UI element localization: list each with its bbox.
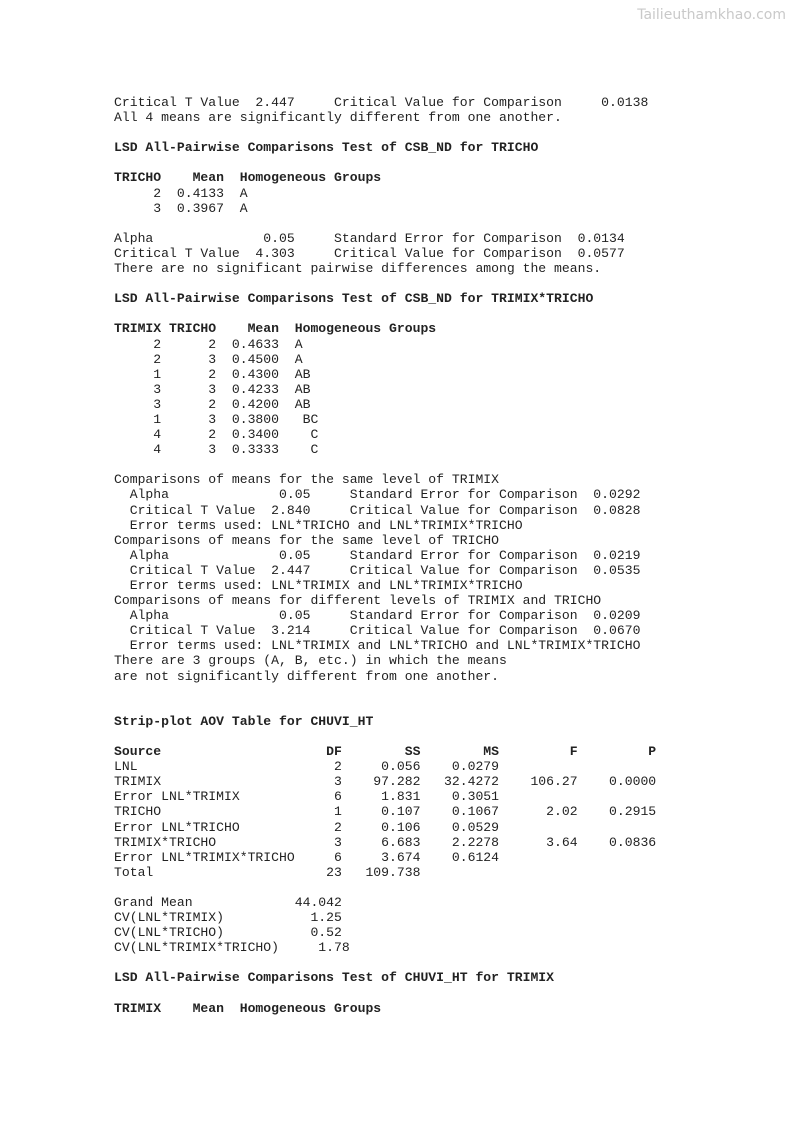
section-heading: LSD All-Pairwise Comparisons Test of CHUVI_HT for TRIMIX <box>114 970 555 986</box>
output-line: are not significantly different from one another. <box>114 668 500 684</box>
output-line: Grand Mean 44.042 <box>114 894 342 910</box>
watermark-text: Tailieuthamkhao.com <box>637 7 786 23</box>
output-line: Alpha 0.05 Standard Error for Comparison 0.0134 <box>114 230 625 246</box>
table-row: TRIMIX 3 97.282 32.4272 106.27 0.0000 <box>114 774 657 790</box>
output-line: Critical T Value 2.447 Critical Value for Comparison 0.0535 <box>114 562 641 578</box>
output-line: Error terms used: LNL*TRIMIX and LNL*TRICHO and LNL*TRIMIX*TRICHO <box>114 638 641 654</box>
output-line: Critical T Value 4.303 Critical Value for Comparison 0.0577 <box>114 245 625 261</box>
table-row: 1 3 0.3800 BC <box>114 411 319 427</box>
output-line: There are 3 groups (A, B, etc.) in which the means <box>114 653 507 669</box>
output-line: Alpha 0.05 Standard Error for Comparison 0.0292 <box>114 487 641 503</box>
table-row: 3 2 0.4200 AB <box>114 396 311 412</box>
table-row: 2 2 0.4633 A <box>114 336 303 352</box>
output-line: Alpha 0.05 Standard Error for Comparison 0.0219 <box>114 547 641 563</box>
section-heading: LSD All-Pairwise Comparisons Test of CSB_ND for TRIMIX*TRICHO <box>114 291 594 307</box>
table-row: TRICHO 1 0.107 0.1067 2.02 0.2915 <box>114 804 657 820</box>
table-header: TRIMIX Mean Homogeneous Groups <box>114 1000 382 1016</box>
output-line: There are no significant pairwise differences among the means. <box>114 261 602 277</box>
output-line: Error terms used: LNL*TRICHO and LNL*TRIMIX*TRICHO <box>114 517 523 533</box>
table-header: TRIMIX TRICHO Mean Homogeneous Groups <box>114 321 437 337</box>
statistics-output <box>114 95 656 1016</box>
output-line: CV(LNL*TRIMIX) 1.25 <box>114 910 342 926</box>
table-row: Total 23 109.738 <box>114 864 421 880</box>
output-line: Critical T Value 3.214 Critical Value for Comparison 0.0670 <box>114 623 641 639</box>
table-row: 3 0.3967 A <box>114 200 248 216</box>
table-row: Error LNL*TRIMIX*TRICHO 6 3.674 0.6124 <box>114 849 500 865</box>
table-row: 2 3 0.4500 A <box>114 351 303 367</box>
output-line: CV(LNL*TRICHO) 0.52 <box>114 925 342 941</box>
output-line: Comparisons of means for different levels of TRIMIX and TRICHO <box>114 593 602 609</box>
output-line: Comparisons of means for the same level of TRIMIX <box>114 472 500 488</box>
table-row: TRIMIX*TRICHO 3 6.683 2.2278 3.64 0.0836 <box>114 834 657 850</box>
output-line: Critical T Value 2.840 Critical Value for Comparison 0.0828 <box>114 502 641 518</box>
output-line: CV(LNL*TRIMIX*TRICHO) 1.78 <box>114 940 350 956</box>
table-row: 1 2 0.4300 AB <box>114 366 311 382</box>
table-row: 3 3 0.4233 AB <box>114 381 311 397</box>
table-header: TRICHO Mean Homogeneous Groups <box>114 170 382 186</box>
table-row: Error LNL*TRICHO 2 0.106 0.0529 <box>114 819 500 835</box>
output-line: Critical T Value 2.447 Critical Value for Comparison 0.0138 <box>114 95 649 110</box>
section-heading: LSD All-Pairwise Comparisons Test of CSB_ND for TRICHO <box>114 140 539 156</box>
table-row: LNL 2 0.056 0.0279 <box>114 759 500 775</box>
output-line: Alpha 0.05 Standard Error for Comparison 0.0209 <box>114 608 641 624</box>
table-row: Error LNL*TRIMIX 6 1.831 0.3051 <box>114 789 500 805</box>
table-header: Source DF SS MS F P <box>114 744 657 760</box>
output-line: Comparisons of means for the same level of TRICHO <box>114 532 500 548</box>
output-line: Error terms used: LNL*TRIMIX and LNL*TRIMIX*TRICHO <box>114 578 523 593</box>
table-row: 4 3 0.3333 C <box>114 442 319 458</box>
output-line: All 4 means are significantly different from one another. <box>114 110 562 126</box>
table-row: 4 2 0.3400 C <box>114 427 319 443</box>
table-row: 2 0.4133 A <box>114 185 248 201</box>
section-heading: Strip-plot AOV Table for CHUVI_HT <box>114 713 374 729</box>
